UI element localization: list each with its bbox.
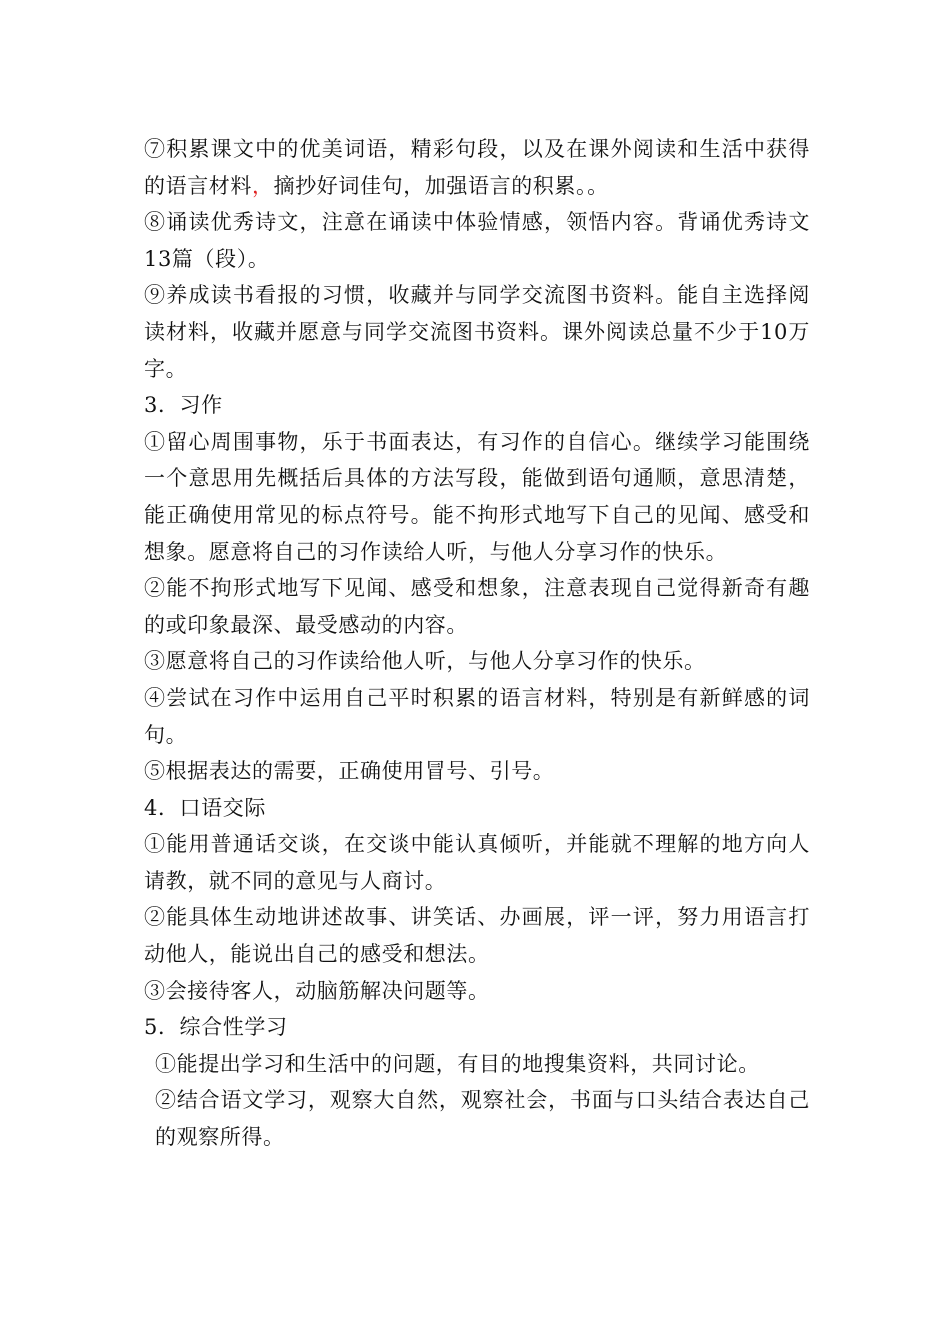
writing-item-5: ⑤根据表达的需要，正确使用冒号、引号。 [144, 759, 555, 784]
comprehensive-item-2: ②结合语文学习，观察大自然，观察社会，书面与口头结合表达自己的观察所得。 [155, 1088, 810, 1150]
paragraph-item-9: ⑨养成读书看报的习惯，收藏并与同学交流图书资料。能自主选择阅读材料，收藏并愿意与同学交流图书资料。课外阅读总量不少于10万字。 [144, 283, 810, 381]
section-heading-writing: 3．习作 [144, 393, 223, 418]
writing-item-3: ③愿意将自己的习作读给他人听，与他人分享习作的快乐。 [144, 649, 706, 674]
section-heading-oral: 4．口语交际 [144, 795, 266, 820]
comprehensive-item-1: ①能提出学习和生活中的问题，有目的地搜集资料，共同讨论。 [155, 1051, 760, 1076]
oral-item-2: ②能具体生动地讲述故事、讲笑话、办画展，评一评，努力用语言打动他人，能说出自己的感受和想法。 [144, 905, 810, 967]
writing-item-2: ②能不拘形式地写下见闻、感受和想象，注意表现自己觉得新奇有趣的或印象最深、最受感动的内容。 [144, 576, 810, 637]
writing-item-4: ④尝试在习作中运用自己平时积累的语言材料，特别是有新鲜感的词句。 [144, 685, 810, 747]
writing-item-1: ①留心周围事物，乐于书面表达，有习作的自信心。继续学习能围绕一个意思用先概括后具体的方法写段，能做到语句通顺，意思清楚，能正确使用常见的标点符号。能不拘形式地写下自己的见闻、感受和想象。愿意将自己的习作读给人听，与他人分享习作的快乐。 [144, 429, 810, 564]
section-heading-comprehensive: 5．综合性学习 [144, 1015, 288, 1040]
red-comma-mark: ， [252, 173, 274, 198]
paragraph-item-7 [144, 131, 810, 204]
document-body [144, 131, 810, 1156]
paragraph-text: ⑦积累课文中的优美词语，精彩句段，以及在课外阅读和生活中获得的语言材料 [144, 137, 810, 198]
paragraph-item-8: ⑧诵读优秀诗文，注意在诵读中体验情感，领悟内容。背诵优秀诗文13篇（段）。 [144, 210, 810, 271]
oral-item-1: ①能用普通话交谈，在交谈中能认真倾听，并能就不理解的地方向人请教，就不同的意见与人商讨。 [144, 832, 810, 893]
oral-item-3: ③会接待客人，动脑筋解决问题等。 [144, 978, 490, 1003]
paragraph-text: 摘抄好词佳句，加强语言的积累。。 [273, 173, 609, 198]
